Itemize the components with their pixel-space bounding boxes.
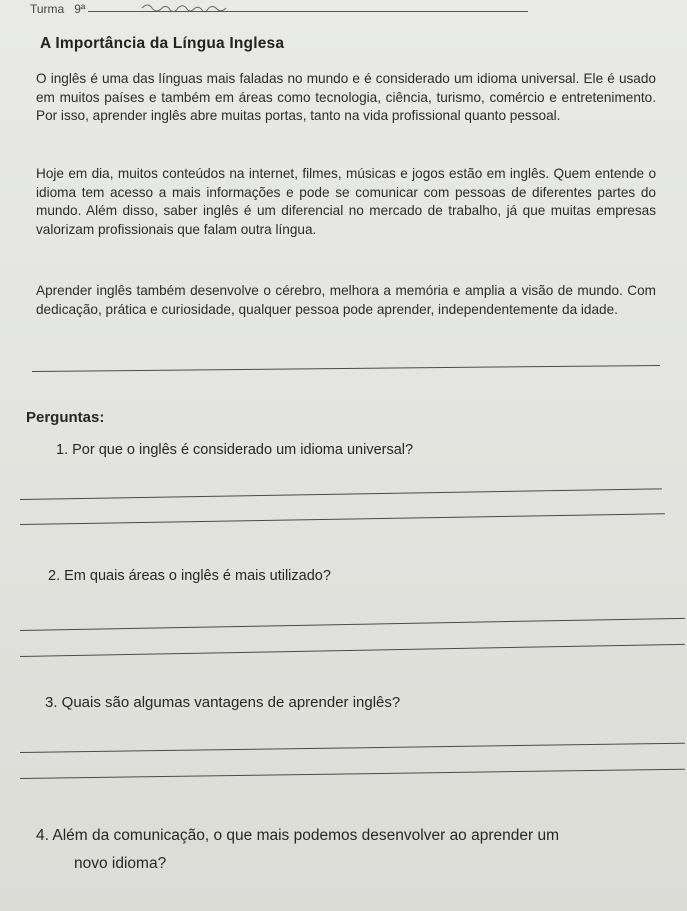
answer-line-3a[interactable] xyxy=(20,743,685,753)
question-2: 2. Em quais áreas o inglês é mais utilizado? xyxy=(48,568,331,584)
paragraph-2: Hoje em dia, muitos conteúdos na internet, filmes, músicas e jogos estão em inglês. Quem entende o idioma tem acesso a mais informações e pode se comunicar com pessoas de diferentes partes do mundo. Além disso, saber inglês é um diferencial no mercado de trabalho, já que muitas empresas valorizam profissionais que falam outra língua. xyxy=(36,166,656,237)
answer-line-3b[interactable] xyxy=(20,769,685,779)
header-underline xyxy=(88,11,528,12)
questions-heading: Perguntas: xyxy=(26,409,105,426)
page-title: A Importância da Língua Inglesa xyxy=(40,35,285,52)
separator-line xyxy=(32,365,660,372)
question-1: 1. Por que o inglês é considerado um idioma universal? xyxy=(56,442,414,458)
answer-line-1b[interactable] xyxy=(20,513,665,525)
question-4-line-1: 4. Além da comunicação, o que mais podemos desenvolver ao aprender um xyxy=(36,827,559,844)
class-label: Turma 9ª xyxy=(30,2,86,16)
question-4 xyxy=(36,822,681,878)
paragraph-1: O inglês é uma das línguas mais faladas no mundo e é considerado um idioma universal. Ele é usado em muitos países e também em áreas como tecnologia, ciência, turismo, comércio e entretenimento. Por isso, aprender inglês abre muitas portas, tanto na vida profissional quanto pessoal. xyxy=(36,71,656,123)
question-4-line-2: novo idioma? xyxy=(74,855,167,872)
answer-line-2a[interactable] xyxy=(20,618,685,631)
paragraph-3: Aprender inglês também desenvolve o cérebro, melhora a memória e amplia a visão de mundo. Com dedicação, prática e curiosidade, qualquer pessoa pode aprender, independentemente da idade. xyxy=(36,283,656,317)
answer-line-1a[interactable] xyxy=(20,488,662,500)
question-3: 3. Quais são algumas vantagens de aprender inglês? xyxy=(45,694,401,711)
answer-line-2b[interactable] xyxy=(20,644,685,657)
